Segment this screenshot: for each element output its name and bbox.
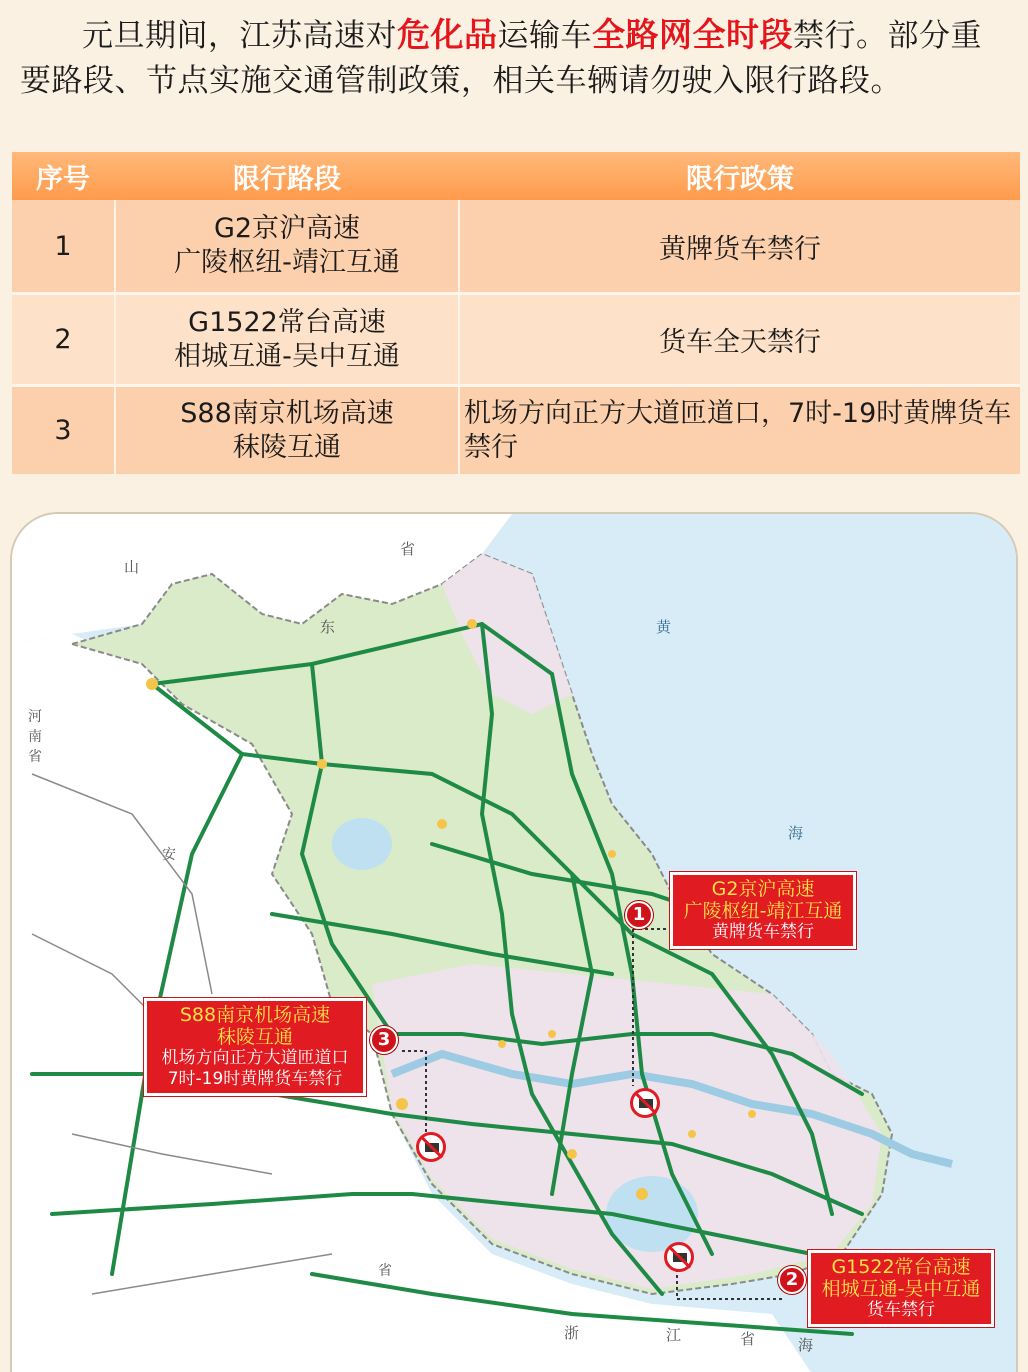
callout-section: 相城互通-吴中互通 [821,1278,981,1300]
callout-policy-2: 7时-19时黄牌货车禁行 [167,1069,343,1089]
intro-highlight-fullnetwork: 全路网全时段 [592,15,793,54]
road-name: S88南京机场高速 [180,397,394,429]
marker-3: 3 [370,1026,398,1054]
row-policy: 黄牌货车禁行 [659,233,821,265]
header-no: 序号 [36,163,90,195]
callout-section: 广陵枢纽-靖江互通 [683,900,843,922]
label-sheng-bottom: 省 [378,1263,392,1279]
table-header [12,152,1020,200]
table-row [12,384,1020,474]
callout-policy: 黄牌货车禁行 [712,922,814,942]
row-road [114,200,460,292]
label-sheng-br: 省 [740,1330,756,1348]
callout-g2 [670,872,856,949]
callout-road: S88南京机场高速 [179,1004,331,1026]
row-no: 2 [54,324,72,355]
label-zhe: 浙 [564,1324,580,1342]
callout-g1522 [808,1250,994,1327]
table-row [12,200,1020,292]
header-policy: 限行政策 [686,163,794,195]
callout-section: 秣陵互通 [216,1026,293,1048]
label-shan: 山 [124,558,140,576]
road-name: G2京沪高速 [213,213,361,244]
header-road: 限行路段 [233,163,341,195]
intro-text-2: 运输车 [497,18,592,54]
intro-text-3: 禁行。部分重要路段、节点实施交通管制政策，相关车辆请勿驶入限行路段。 [20,18,982,99]
label-jiang: 江 [666,1326,682,1344]
callout-policy-1: 机场方向正方大道匝道口 [161,1048,349,1068]
jiangsu-highway-map [10,512,1018,1372]
label-hai-br: 海 [798,1336,814,1354]
road-section: 广陵枢纽-靖江互通 [174,247,400,278]
road-section: 相城互通-吴中互通 [174,340,400,372]
callout-policy: 货车禁行 [867,1300,935,1320]
intro-paragraph [20,12,1010,104]
intro-highlight-hazmat: 危化品 [397,15,498,54]
map-graphic [12,514,1018,1372]
intro-text-1: 元旦期间，江苏高速对 [82,18,397,54]
no-truck-sign-icon [664,1242,694,1272]
label-hai: 海 [788,824,804,842]
callout-road: G2京沪高速 [711,878,815,900]
label-dong: 东 [320,618,336,636]
label-nan: 南 [28,729,42,745]
callout-road: G1522常台高速 [831,1256,971,1278]
label-an: 安 [162,847,176,863]
no-truck-sign-icon [630,1088,660,1118]
label-sheng-top: 省 [400,540,416,558]
restriction-table [12,152,1020,474]
label-he: 河 [28,709,42,725]
callout-s88 [144,998,366,1096]
marker-2: 2 [778,1266,806,1294]
marker-1: 1 [625,901,653,929]
row-no: 3 [54,415,72,446]
road-name: G1522常台高速 [188,306,386,338]
label-huang: 黄 [656,618,672,636]
row-road [114,295,460,384]
row-road [114,387,460,474]
road-section: 秣陵互通 [233,431,341,463]
lake-hongze [332,818,392,870]
no-truck-sign-icon [416,1132,446,1162]
label-sheng-left: 省 [28,749,42,765]
table-row [12,292,1020,384]
row-no: 1 [54,230,72,262]
row-policy: 货车全天禁行 [659,327,821,358]
row-policy: 机场方向正方大道匝道口，7时-19时黄牌货车禁行 [464,397,1012,463]
